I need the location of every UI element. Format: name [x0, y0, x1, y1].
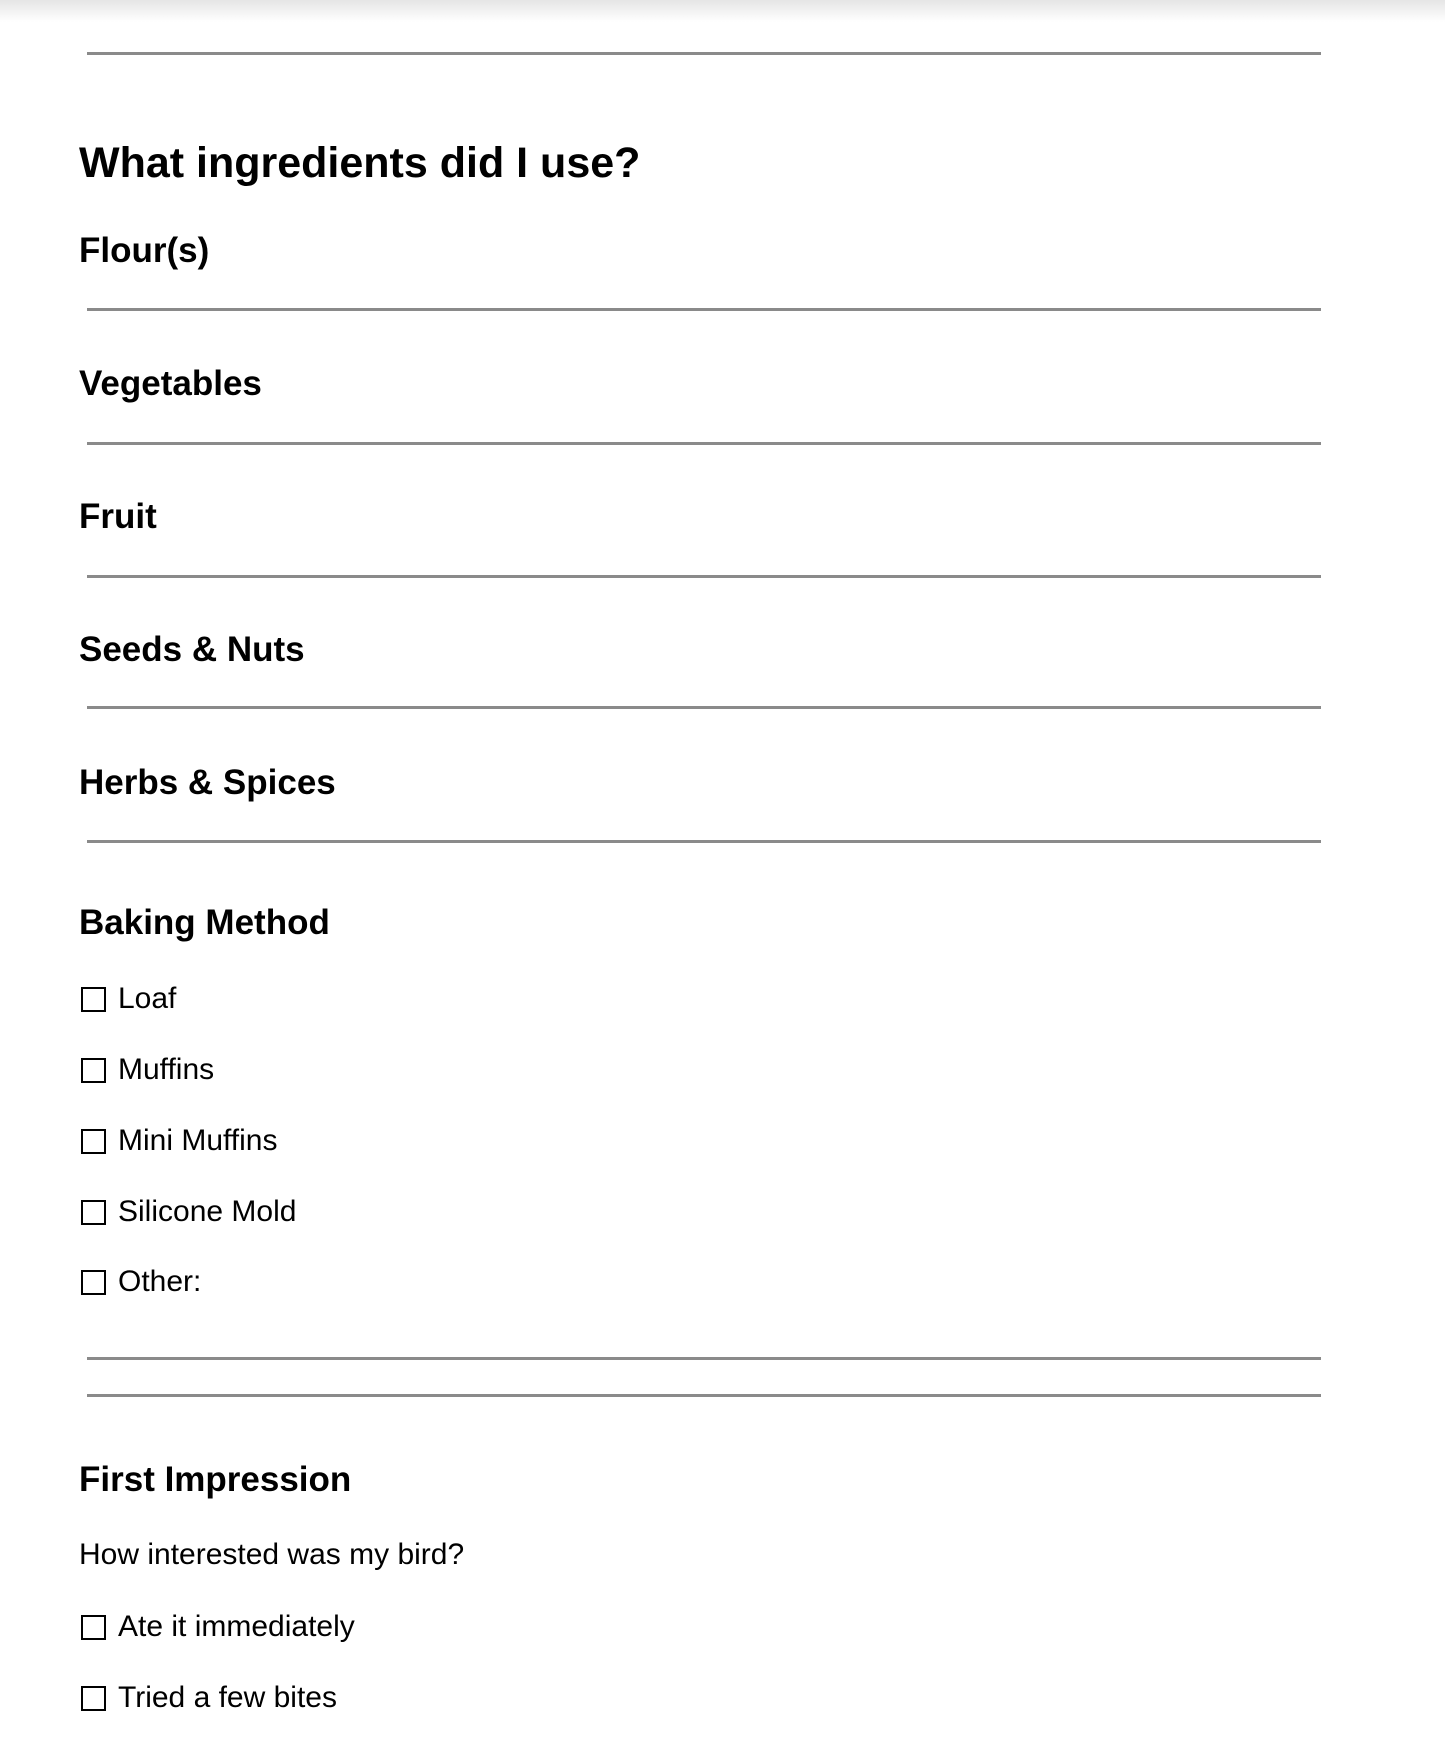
- checkbox-icon[interactable]: [81, 1200, 106, 1225]
- fruit-label: Fruit: [79, 497, 157, 536]
- seeds-nuts-write-line[interactable]: [87, 706, 1321, 709]
- herbs-spices-label: Herbs & Spices: [79, 763, 336, 802]
- divider-line: [87, 1394, 1321, 1397]
- checkbox-icon[interactable]: [81, 987, 106, 1012]
- option-label: Silicone Mold: [118, 1195, 297, 1228]
- option-label: Ate it immediately: [118, 1610, 355, 1643]
- fruit-write-line[interactable]: [87, 575, 1321, 578]
- option-label: Tried a few bites: [118, 1681, 337, 1714]
- option-other[interactable]: [79, 1264, 201, 1300]
- option-ate-immediately[interactable]: [79, 1609, 355, 1645]
- checkbox-icon[interactable]: [81, 1270, 106, 1295]
- ingredients-heading: What ingredients did I use?: [79, 139, 641, 187]
- checkbox-icon[interactable]: [81, 1686, 106, 1711]
- flours-write-line[interactable]: [87, 308, 1321, 311]
- option-mini-muffins[interactable]: [79, 1123, 278, 1159]
- option-tried-few-bites[interactable]: [79, 1680, 337, 1716]
- option-label: Loaf: [118, 982, 177, 1015]
- checkbox-icon[interactable]: [81, 1615, 106, 1640]
- baking-method-heading: Baking Method: [79, 903, 330, 942]
- vegetables-write-line[interactable]: [87, 442, 1321, 445]
- bird-interest-question: How interested was my bird?: [79, 1538, 465, 1571]
- option-label: Other:: [118, 1265, 202, 1298]
- option-label: Mini Muffins: [118, 1124, 278, 1157]
- divider-line: [87, 52, 1321, 55]
- option-silicone-mold[interactable]: [79, 1194, 296, 1230]
- seeds-nuts-label: Seeds & Nuts: [79, 630, 305, 669]
- other-write-line[interactable]: [87, 1357, 1321, 1360]
- option-label: Muffins: [118, 1053, 215, 1086]
- option-muffins[interactable]: [79, 1052, 214, 1088]
- flours-label: Flour(s): [79, 231, 210, 270]
- herbs-spices-write-line[interactable]: [87, 840, 1321, 843]
- first-impression-heading: First Impression: [79, 1460, 352, 1499]
- checkbox-icon[interactable]: [81, 1129, 106, 1154]
- vegetables-label: Vegetables: [79, 364, 262, 403]
- checkbox-icon[interactable]: [81, 1058, 106, 1083]
- option-loaf[interactable]: [79, 981, 176, 1017]
